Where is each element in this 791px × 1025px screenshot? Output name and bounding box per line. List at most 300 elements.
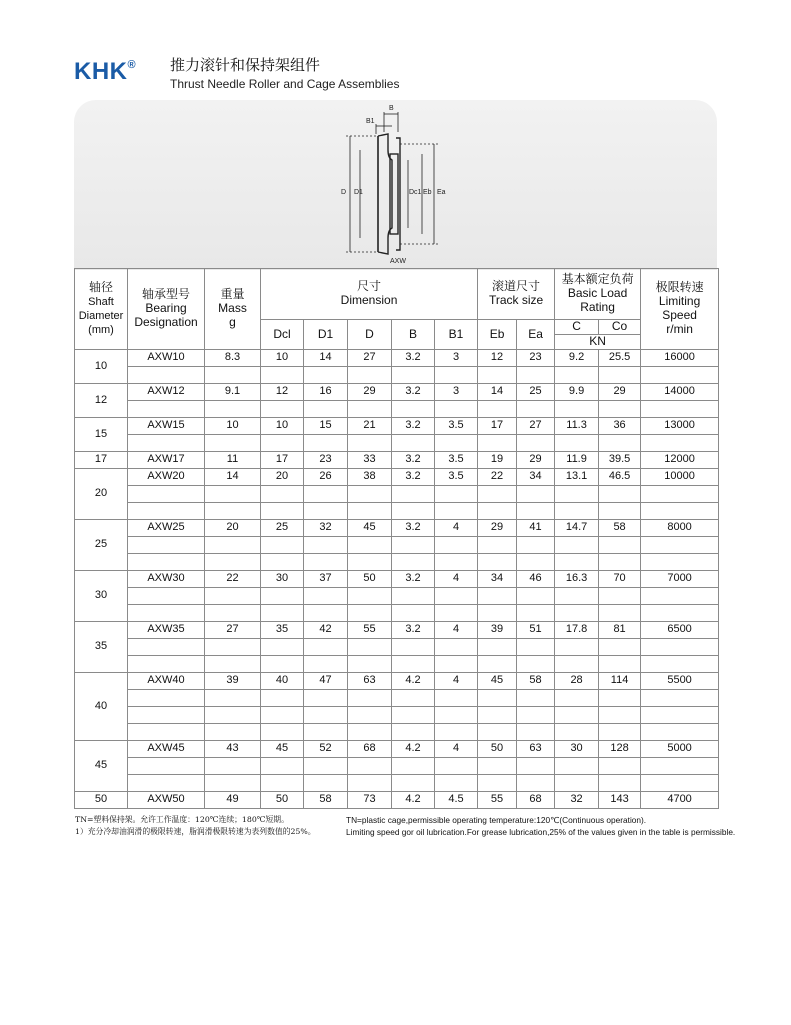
cell-blank: [435, 366, 478, 383]
cell-blank: [599, 706, 641, 723]
cell-bearing-designation: AXW45: [128, 740, 205, 757]
cell-bearing-designation: AXW30: [128, 570, 205, 587]
table-row-blank: [75, 655, 719, 672]
cell-blank: [261, 400, 304, 417]
cell-blank: [555, 485, 599, 502]
cell-blank: [128, 706, 205, 723]
cell-blank: [435, 485, 478, 502]
cell-blank: [517, 366, 555, 383]
table-row: [75, 417, 719, 434]
cell-limiting-speed: 4700: [641, 791, 719, 808]
diagram-label-d: D: [341, 189, 347, 196]
cell-bearing-designation: AXW50: [128, 791, 205, 808]
cell-limiting-speed: 6500: [641, 621, 719, 638]
cell-blank: [435, 706, 478, 723]
header-ea: Ea: [517, 320, 555, 350]
cell-d1: 15: [304, 417, 348, 434]
cell-shaft-diameter: 25: [75, 519, 128, 570]
diagram-label-ea: Ea: [437, 189, 446, 196]
cell-blank: [205, 553, 261, 570]
cell-dcl: 10: [261, 349, 304, 366]
cell-blank: [517, 434, 555, 451]
cell-blank: [478, 723, 517, 740]
cell-limiting-speed: 10000: [641, 468, 719, 485]
cell-blank: [304, 638, 348, 655]
cell-blank: [478, 553, 517, 570]
cell-b1: 4: [435, 672, 478, 689]
cell-co: 39.5: [599, 451, 641, 468]
cell-b1: 4: [435, 519, 478, 536]
cell-limiting-speed: 5500: [641, 672, 719, 689]
cell-eb: 14: [478, 383, 517, 400]
cell-c: 9.9: [555, 383, 599, 400]
cell-blank: [599, 502, 641, 519]
cell-d: 21: [348, 417, 392, 434]
cell-d1: 52: [304, 740, 348, 757]
cell-blank: [435, 757, 478, 774]
cell-blank: [261, 366, 304, 383]
cell-blank: [435, 553, 478, 570]
cell-blank: [128, 604, 205, 621]
cell-d1: 32: [304, 519, 348, 536]
cell-blank: [555, 723, 599, 740]
cell-blank: [348, 723, 392, 740]
cell-blank: [641, 638, 719, 655]
cell-blank: [641, 434, 719, 451]
cell-blank: [517, 485, 555, 502]
table-row-blank: [75, 757, 719, 774]
cell-blank: [555, 689, 599, 706]
cell-blank: [304, 587, 348, 604]
cell-blank: [392, 536, 435, 553]
table-row-blank: [75, 689, 719, 706]
spec-table-body: [75, 349, 719, 808]
table-row-blank: [75, 774, 719, 791]
header-d: D: [348, 320, 392, 350]
cell-limiting-speed: 12000: [641, 451, 719, 468]
header-shaft-diameter: 轴径 Shaft Diameter (mm): [75, 269, 128, 350]
cell-blank: [261, 757, 304, 774]
cell-c: 13.1: [555, 468, 599, 485]
cell-blank: [641, 366, 719, 383]
cell-blank: [348, 757, 392, 774]
cell-blank: [128, 774, 205, 791]
cell-blank: [641, 502, 719, 519]
cell-blank: [599, 434, 641, 451]
cell-blank: [392, 502, 435, 519]
cell-blank: [555, 366, 599, 383]
cell-blank: [599, 689, 641, 706]
cell-blank: [128, 502, 205, 519]
cell-blank: [304, 757, 348, 774]
cell-shaft-diameter: 17: [75, 451, 128, 468]
cell-b: 3.2: [392, 621, 435, 638]
table-row: [75, 570, 719, 587]
table-row: [75, 791, 719, 808]
cell-shaft-diameter: 10: [75, 349, 128, 383]
header-co: Co: [599, 320, 641, 335]
cell-b: 3.2: [392, 349, 435, 366]
notes-english: [346, 814, 735, 838]
cell-blank: [435, 587, 478, 604]
cell-blank: [392, 757, 435, 774]
cell-co: 29: [599, 383, 641, 400]
cell-blank: [261, 604, 304, 621]
cell-blank: [128, 757, 205, 774]
cell-blank: [478, 485, 517, 502]
cell-blank: [478, 400, 517, 417]
cell-c: 16.3: [555, 570, 599, 587]
cell-blank: [348, 604, 392, 621]
cell-d1: 42: [304, 621, 348, 638]
cell-blank: [304, 485, 348, 502]
cell-blank: [478, 774, 517, 791]
cell-limiting-speed: 7000: [641, 570, 719, 587]
cell-blank: [555, 502, 599, 519]
header-eb: Eb: [478, 320, 517, 350]
cell-d: 55: [348, 621, 392, 638]
note-cn-line: TN=塑料保持架。允许工作温度：120℃连续；180℃短期。: [75, 815, 289, 824]
page-title-english: Thrust Needle Roller and Cage Assemblies: [170, 77, 400, 91]
cell-eb: 50: [478, 740, 517, 757]
cell-blank: [517, 757, 555, 774]
cell-blank: [128, 366, 205, 383]
cell-shaft-diameter: 30: [75, 570, 128, 621]
table-row-blank: [75, 706, 719, 723]
cell-blank: [304, 604, 348, 621]
cell-mass: 49: [205, 791, 261, 808]
cell-blank: [304, 400, 348, 417]
table-row-blank: [75, 400, 719, 417]
cell-blank: [348, 502, 392, 519]
cell-blank: [128, 723, 205, 740]
table-row: [75, 451, 719, 468]
cell-blank: [435, 638, 478, 655]
cell-d1: 14: [304, 349, 348, 366]
cell-ea: 58: [517, 672, 555, 689]
cell-c: 32: [555, 791, 599, 808]
notes-chinese: [75, 814, 316, 838]
cell-eb: 22: [478, 468, 517, 485]
header-load-unit: KN: [555, 335, 641, 350]
cell-blank: [205, 587, 261, 604]
cell-co: 25.5: [599, 349, 641, 366]
cell-blank: [641, 757, 719, 774]
cell-b: 3.2: [392, 519, 435, 536]
cell-b1: 3.5: [435, 417, 478, 434]
cell-blank: [304, 689, 348, 706]
cell-eb: 39: [478, 621, 517, 638]
cell-blank: [641, 604, 719, 621]
cell-blank: [555, 587, 599, 604]
cell-b: 3.2: [392, 468, 435, 485]
cell-blank: [205, 485, 261, 502]
cell-blank: [599, 536, 641, 553]
cell-blank: [348, 655, 392, 672]
cell-blank: [555, 536, 599, 553]
cell-blank: [128, 485, 205, 502]
cell-blank: [478, 655, 517, 672]
cell-blank: [517, 587, 555, 604]
cell-co: 46.5: [599, 468, 641, 485]
cell-blank: [304, 723, 348, 740]
cell-blank: [128, 400, 205, 417]
cell-mass: 8.3: [205, 349, 261, 366]
cell-blank: [599, 587, 641, 604]
cell-shaft-diameter: 45: [75, 740, 128, 791]
cell-blank: [205, 366, 261, 383]
cell-blank: [641, 723, 719, 740]
cell-blank: [478, 689, 517, 706]
cell-blank: [392, 706, 435, 723]
table-row-blank: [75, 485, 719, 502]
cell-eb: 17: [478, 417, 517, 434]
cell-c: 9.2: [555, 349, 599, 366]
cell-blank: [304, 366, 348, 383]
cell-mass: 14: [205, 468, 261, 485]
header-dimension: 尺寸 Dimension: [261, 269, 478, 320]
diagram-label-d1: D1: [354, 189, 363, 196]
cell-bearing-designation: AXW20: [128, 468, 205, 485]
cell-d: 73: [348, 791, 392, 808]
cell-blank: [205, 638, 261, 655]
cell-ea: 34: [517, 468, 555, 485]
cell-blank: [392, 638, 435, 655]
cell-b1: 3.5: [435, 468, 478, 485]
cell-blank: [435, 400, 478, 417]
cell-blank: [517, 723, 555, 740]
cell-blank: [392, 434, 435, 451]
cell-blank: [392, 723, 435, 740]
cell-blank: [555, 604, 599, 621]
cell-eb: 29: [478, 519, 517, 536]
cell-blank: [128, 536, 205, 553]
table-row-blank: [75, 553, 719, 570]
cell-blank: [478, 434, 517, 451]
cell-b: 4.2: [392, 791, 435, 808]
cell-shaft-diameter: 20: [75, 468, 128, 519]
cell-blank: [641, 587, 719, 604]
page-title-chinese: 推力滚针和保持架组件: [170, 57, 321, 74]
cell-ea: 46: [517, 570, 555, 587]
spec-table: [74, 268, 719, 809]
cell-b1: 4: [435, 621, 478, 638]
cell-blank: [128, 434, 205, 451]
cell-blank: [205, 723, 261, 740]
cell-blank: [261, 553, 304, 570]
cell-blank: [641, 655, 719, 672]
cell-dcl: 20: [261, 468, 304, 485]
header-basic-load-rating: 基本额定负荷 Basic Load Rating: [555, 269, 641, 320]
cell-blank: [392, 655, 435, 672]
cell-blank: [392, 553, 435, 570]
note-en-line: Limiting speed gor oil lubrication.For grease lubrication,25% of the values given in the table is permissible.: [346, 827, 736, 837]
cell-blank: [348, 400, 392, 417]
cell-blank: [555, 706, 599, 723]
cell-blank: [517, 638, 555, 655]
cell-blank: [392, 485, 435, 502]
cell-blank: [261, 655, 304, 672]
cell-b: 4.2: [392, 672, 435, 689]
cell-eb: 19: [478, 451, 517, 468]
cell-blank: [392, 774, 435, 791]
cell-dcl: 30: [261, 570, 304, 587]
cell-blank: [478, 587, 517, 604]
cell-shaft-diameter: 12: [75, 383, 128, 417]
cell-ea: 25: [517, 383, 555, 400]
cell-blank: [478, 706, 517, 723]
cell-blank: [304, 655, 348, 672]
cell-blank: [128, 689, 205, 706]
cell-blank: [128, 553, 205, 570]
table-row: [75, 383, 719, 400]
axw-bearing-diagram: [330, 102, 470, 267]
cell-co: 81: [599, 621, 641, 638]
cell-blank: [555, 553, 599, 570]
cell-dcl: 12: [261, 383, 304, 400]
table-row-blank: [75, 502, 719, 519]
cell-blank: [205, 774, 261, 791]
cell-ea: 51: [517, 621, 555, 638]
cell-blank: [435, 604, 478, 621]
cell-blank: [641, 774, 719, 791]
cell-dcl: 40: [261, 672, 304, 689]
cell-ea: 29: [517, 451, 555, 468]
cell-shaft-diameter: 40: [75, 672, 128, 740]
cell-blank: [261, 502, 304, 519]
cell-b1: 4: [435, 740, 478, 757]
cell-blank: [304, 706, 348, 723]
note-en-line: TN=plastic cage,permissible operating temperature:120℃(Continuous operation).: [346, 815, 647, 825]
cell-blank: [599, 400, 641, 417]
cell-blank: [435, 723, 478, 740]
cell-blank: [205, 536, 261, 553]
cell-blank: [205, 604, 261, 621]
cell-bearing-designation: AXW25: [128, 519, 205, 536]
cell-b1: 3.5: [435, 451, 478, 468]
cell-blank: [261, 723, 304, 740]
header-bearing-designation: 轴承型号 Bearing Designation: [128, 269, 205, 350]
cell-blank: [478, 536, 517, 553]
cell-blank: [348, 689, 392, 706]
cell-blank: [517, 604, 555, 621]
cell-blank: [304, 502, 348, 519]
khk-logo: KHK®: [74, 58, 137, 85]
table-row: [75, 468, 719, 485]
cell-eb: 45: [478, 672, 517, 689]
cell-shaft-diameter: 15: [75, 417, 128, 451]
cell-ea: 23: [517, 349, 555, 366]
header-c: C: [555, 320, 599, 335]
cell-b1: 3: [435, 349, 478, 366]
cell-co: 70: [599, 570, 641, 587]
diagram-label-b: B: [389, 105, 394, 112]
cell-d1: 37: [304, 570, 348, 587]
cell-dcl: 35: [261, 621, 304, 638]
cell-blank: [641, 400, 719, 417]
cell-bearing-designation: AXW40: [128, 672, 205, 689]
cell-blank: [555, 757, 599, 774]
cell-blank: [261, 536, 304, 553]
cell-d: 29: [348, 383, 392, 400]
cell-blank: [392, 366, 435, 383]
cell-d: 68: [348, 740, 392, 757]
cell-blank: [205, 434, 261, 451]
cell-blank: [517, 774, 555, 791]
cell-d1: 47: [304, 672, 348, 689]
cell-mass: 9.1: [205, 383, 261, 400]
cell-limiting-speed: 16000: [641, 349, 719, 366]
cell-blank: [261, 774, 304, 791]
cell-mass: 20: [205, 519, 261, 536]
cell-d: 50: [348, 570, 392, 587]
table-row-blank: [75, 434, 719, 451]
cell-blank: [128, 655, 205, 672]
cell-limiting-speed: 13000: [641, 417, 719, 434]
cell-blank: [348, 434, 392, 451]
diagram-label-b1: B1: [366, 118, 375, 125]
cell-blank: [517, 536, 555, 553]
cell-b1: 3: [435, 383, 478, 400]
table-row-blank: [75, 366, 719, 383]
cell-shaft-diameter: 50: [75, 791, 128, 808]
cell-blank: [435, 502, 478, 519]
table-row: [75, 672, 719, 689]
header-limiting-speed: 极限转速 Limiting Speed r/min: [641, 269, 719, 350]
cell-blank: [599, 366, 641, 383]
cell-blank: [555, 638, 599, 655]
header-mass: 重量 Mass g: [205, 269, 261, 350]
cell-mass: 39: [205, 672, 261, 689]
cell-bearing-designation: AXW15: [128, 417, 205, 434]
cell-d1: 23: [304, 451, 348, 468]
cell-c: 17.8: [555, 621, 599, 638]
cell-blank: [599, 553, 641, 570]
cell-blank: [517, 400, 555, 417]
cell-co: 36: [599, 417, 641, 434]
cell-blank: [205, 502, 261, 519]
cell-blank: [478, 638, 517, 655]
cell-c: 11.3: [555, 417, 599, 434]
cell-blank: [599, 655, 641, 672]
cell-mass: 27: [205, 621, 261, 638]
cell-bearing-designation: AXW35: [128, 621, 205, 638]
cell-blank: [304, 536, 348, 553]
cell-b1: 4: [435, 570, 478, 587]
cell-ea: 41: [517, 519, 555, 536]
cell-blank: [599, 638, 641, 655]
cell-blank: [555, 774, 599, 791]
cell-blank: [435, 774, 478, 791]
cell-blank: [348, 638, 392, 655]
cell-blank: [261, 638, 304, 655]
cell-blank: [517, 689, 555, 706]
cell-dcl: 45: [261, 740, 304, 757]
table-row: [75, 349, 719, 366]
cell-blank: [261, 689, 304, 706]
table-row-blank: [75, 587, 719, 604]
cell-ea: 27: [517, 417, 555, 434]
cell-dcl: 10: [261, 417, 304, 434]
cell-c: 28: [555, 672, 599, 689]
cell-blank: [304, 434, 348, 451]
header-b1: B1: [435, 320, 478, 350]
cell-blank: [261, 485, 304, 502]
cell-mass: 43: [205, 740, 261, 757]
cell-co: 143: [599, 791, 641, 808]
cell-blank: [555, 434, 599, 451]
cell-blank: [517, 553, 555, 570]
